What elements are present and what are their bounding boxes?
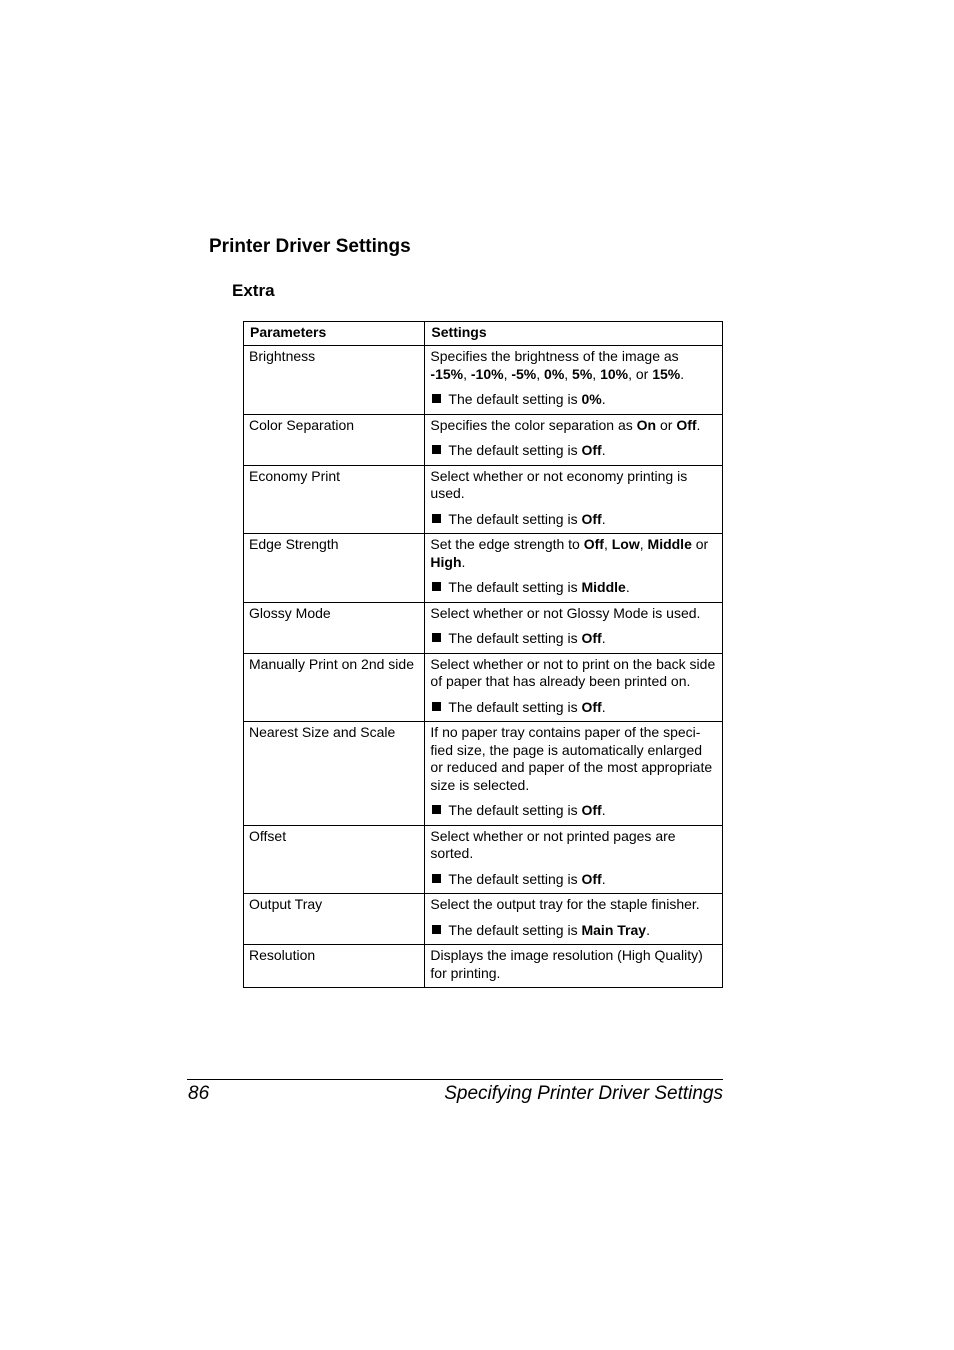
option-value: Low [611, 536, 640, 552]
default-setting: The default setting is Off. [430, 630, 717, 648]
table-row [244, 945, 723, 988]
description-text: . [680, 365, 685, 382]
default-value: Off [581, 510, 602, 527]
setting-description-cell [425, 653, 723, 722]
default-setting: The default setting is Off. [430, 699, 717, 717]
section-heading: Extra [232, 281, 275, 300]
setting-description-cell [425, 825, 723, 894]
option-value: 10% [600, 365, 629, 382]
default-value: Middle [581, 579, 626, 595]
column-header-parameters: Parameters [244, 322, 425, 346]
default-value: Off [581, 698, 602, 715]
square-bullet-icon [432, 874, 441, 883]
option-value: Off [676, 416, 697, 433]
setting-description [430, 348, 717, 383]
option-value: -15% [430, 365, 464, 382]
square-bullet-icon [432, 582, 441, 591]
page-number: 86 [188, 1083, 210, 1104]
description-text: or [656, 416, 677, 433]
setting-description [430, 468, 717, 503]
option-value: Middle [647, 536, 692, 552]
description-text: , [603, 536, 612, 552]
option-value: Off [583, 536, 604, 552]
setting-description-cell [425, 465, 723, 534]
table-row [244, 414, 723, 465]
setting-description [430, 724, 717, 794]
description-text: Select whether or not Glossy Mode is used. [430, 604, 701, 621]
description-text: . [461, 553, 466, 570]
parameter-name: Glossy Mode [244, 602, 425, 653]
default-value: 0% [581, 391, 602, 407]
option-value: On [636, 416, 657, 433]
default-setting: The default setting is Off. [430, 871, 717, 889]
option-value: -10% [470, 365, 504, 382]
parameter-name: Manually Print on 2nd side [244, 653, 425, 722]
parameter-name: Nearest Size and Scale [244, 722, 425, 826]
table-row [244, 346, 723, 415]
setting-description [430, 947, 717, 982]
default-value: Off [581, 630, 602, 646]
settings-table [243, 321, 723, 988]
description-text: , [639, 536, 648, 552]
default-label: The default setting is [448, 442, 582, 458]
parameter-name: Brightness [244, 346, 425, 415]
setting-description [430, 417, 717, 435]
description-text: Select whether or not printed pages are sorted. [430, 827, 676, 861]
setting-description-cell [425, 722, 723, 826]
description-text: Select whether or not to print on the back side of paper that has already been printed on. [430, 655, 716, 689]
description-text: Select whether or not economy printing is used. [430, 467, 688, 501]
default-setting: The default setting is 0%. [430, 391, 717, 409]
default-value: Off [581, 802, 602, 818]
setting-description [430, 536, 717, 571]
description-text: Displays the image resolution (High Quality) for printing. [430, 947, 703, 981]
square-bullet-icon [432, 702, 441, 711]
setting-description-cell [425, 945, 723, 988]
default-label: The default setting is [448, 579, 582, 595]
setting-description [430, 896, 717, 914]
option-value: High [430, 553, 462, 570]
square-bullet-icon [432, 445, 441, 454]
square-bullet-icon [432, 514, 441, 523]
description-text: , [592, 365, 601, 382]
setting-description-cell [425, 346, 723, 415]
default-label: The default setting is [448, 698, 582, 715]
description-text: , or [628, 365, 653, 382]
default-label: The default setting is [448, 391, 582, 407]
description-text: Specifies the color separation as [430, 416, 637, 433]
default-label: The default setting is [448, 921, 582, 938]
setting-description-cell [425, 894, 723, 945]
setting-description [430, 605, 717, 623]
setting-description-cell [425, 534, 723, 603]
default-label: The default setting is [448, 510, 582, 527]
default-setting: The default setting is Off. [430, 442, 717, 460]
description-text: , [503, 365, 512, 382]
table-header-row [244, 322, 723, 346]
option-value: 5% [572, 365, 593, 382]
description-text: Select the output tray for the staple finisher. [430, 896, 700, 912]
square-bullet-icon [432, 805, 441, 814]
option-value: 15% [652, 365, 681, 382]
footer-title: Specifying Printer Driver Settings [444, 1083, 723, 1104]
table-body [244, 346, 723, 988]
default-setting: The default setting is Middle. [430, 579, 717, 597]
page-heading: Printer Driver Settings [209, 236, 411, 257]
option-value: -5% [511, 365, 537, 382]
table-row [244, 602, 723, 653]
setting-description-cell [425, 414, 723, 465]
table-row [244, 825, 723, 894]
square-bullet-icon [432, 633, 441, 642]
default-setting: The default setting is Main Tray. [430, 922, 717, 940]
table-row [244, 465, 723, 534]
footer-divider [187, 1079, 723, 1080]
parameter-name: Edge Strength [244, 534, 425, 603]
default-label: The default setting is [448, 630, 582, 646]
table-row [244, 894, 723, 945]
setting-description [430, 828, 717, 863]
setting-description [430, 656, 717, 691]
default-setting: The default setting is Off. [430, 802, 717, 820]
square-bullet-icon [432, 925, 441, 934]
description-text: . [696, 416, 701, 433]
parameter-name: Color Separation [244, 414, 425, 465]
default-setting: The default setting is Off. [430, 511, 717, 529]
default-value: Off [581, 442, 602, 458]
default-value: Main Tray [581, 921, 647, 938]
parameter-name: Resolution [244, 945, 425, 988]
column-header-settings: Settings [425, 322, 723, 346]
parameter-name: Economy Print [244, 465, 425, 534]
description-text: Set the edge strength to [430, 536, 584, 552]
table-row [244, 534, 723, 603]
description-text: , [564, 365, 573, 382]
table-row [244, 722, 723, 826]
description-text: , [463, 365, 471, 382]
default-label: The default setting is [448, 870, 582, 887]
description-text: Specifies the brightness of the image as [430, 348, 679, 364]
description-text: , [536, 365, 545, 382]
default-label: The default setting is [448, 802, 582, 818]
default-value: Off [581, 870, 602, 887]
parameter-name: Offset [244, 825, 425, 894]
description-text: If no paper tray contains paper of the speci-fied size, the page is automatically enlarged or reduced and paper of the most appropriate size is selected. [430, 724, 713, 793]
option-value: 0% [544, 365, 565, 382]
parameter-name: Output Tray [244, 894, 425, 945]
table-row [244, 653, 723, 722]
square-bullet-icon [432, 394, 441, 403]
description-text: or [691, 536, 709, 552]
setting-description-cell [425, 602, 723, 653]
